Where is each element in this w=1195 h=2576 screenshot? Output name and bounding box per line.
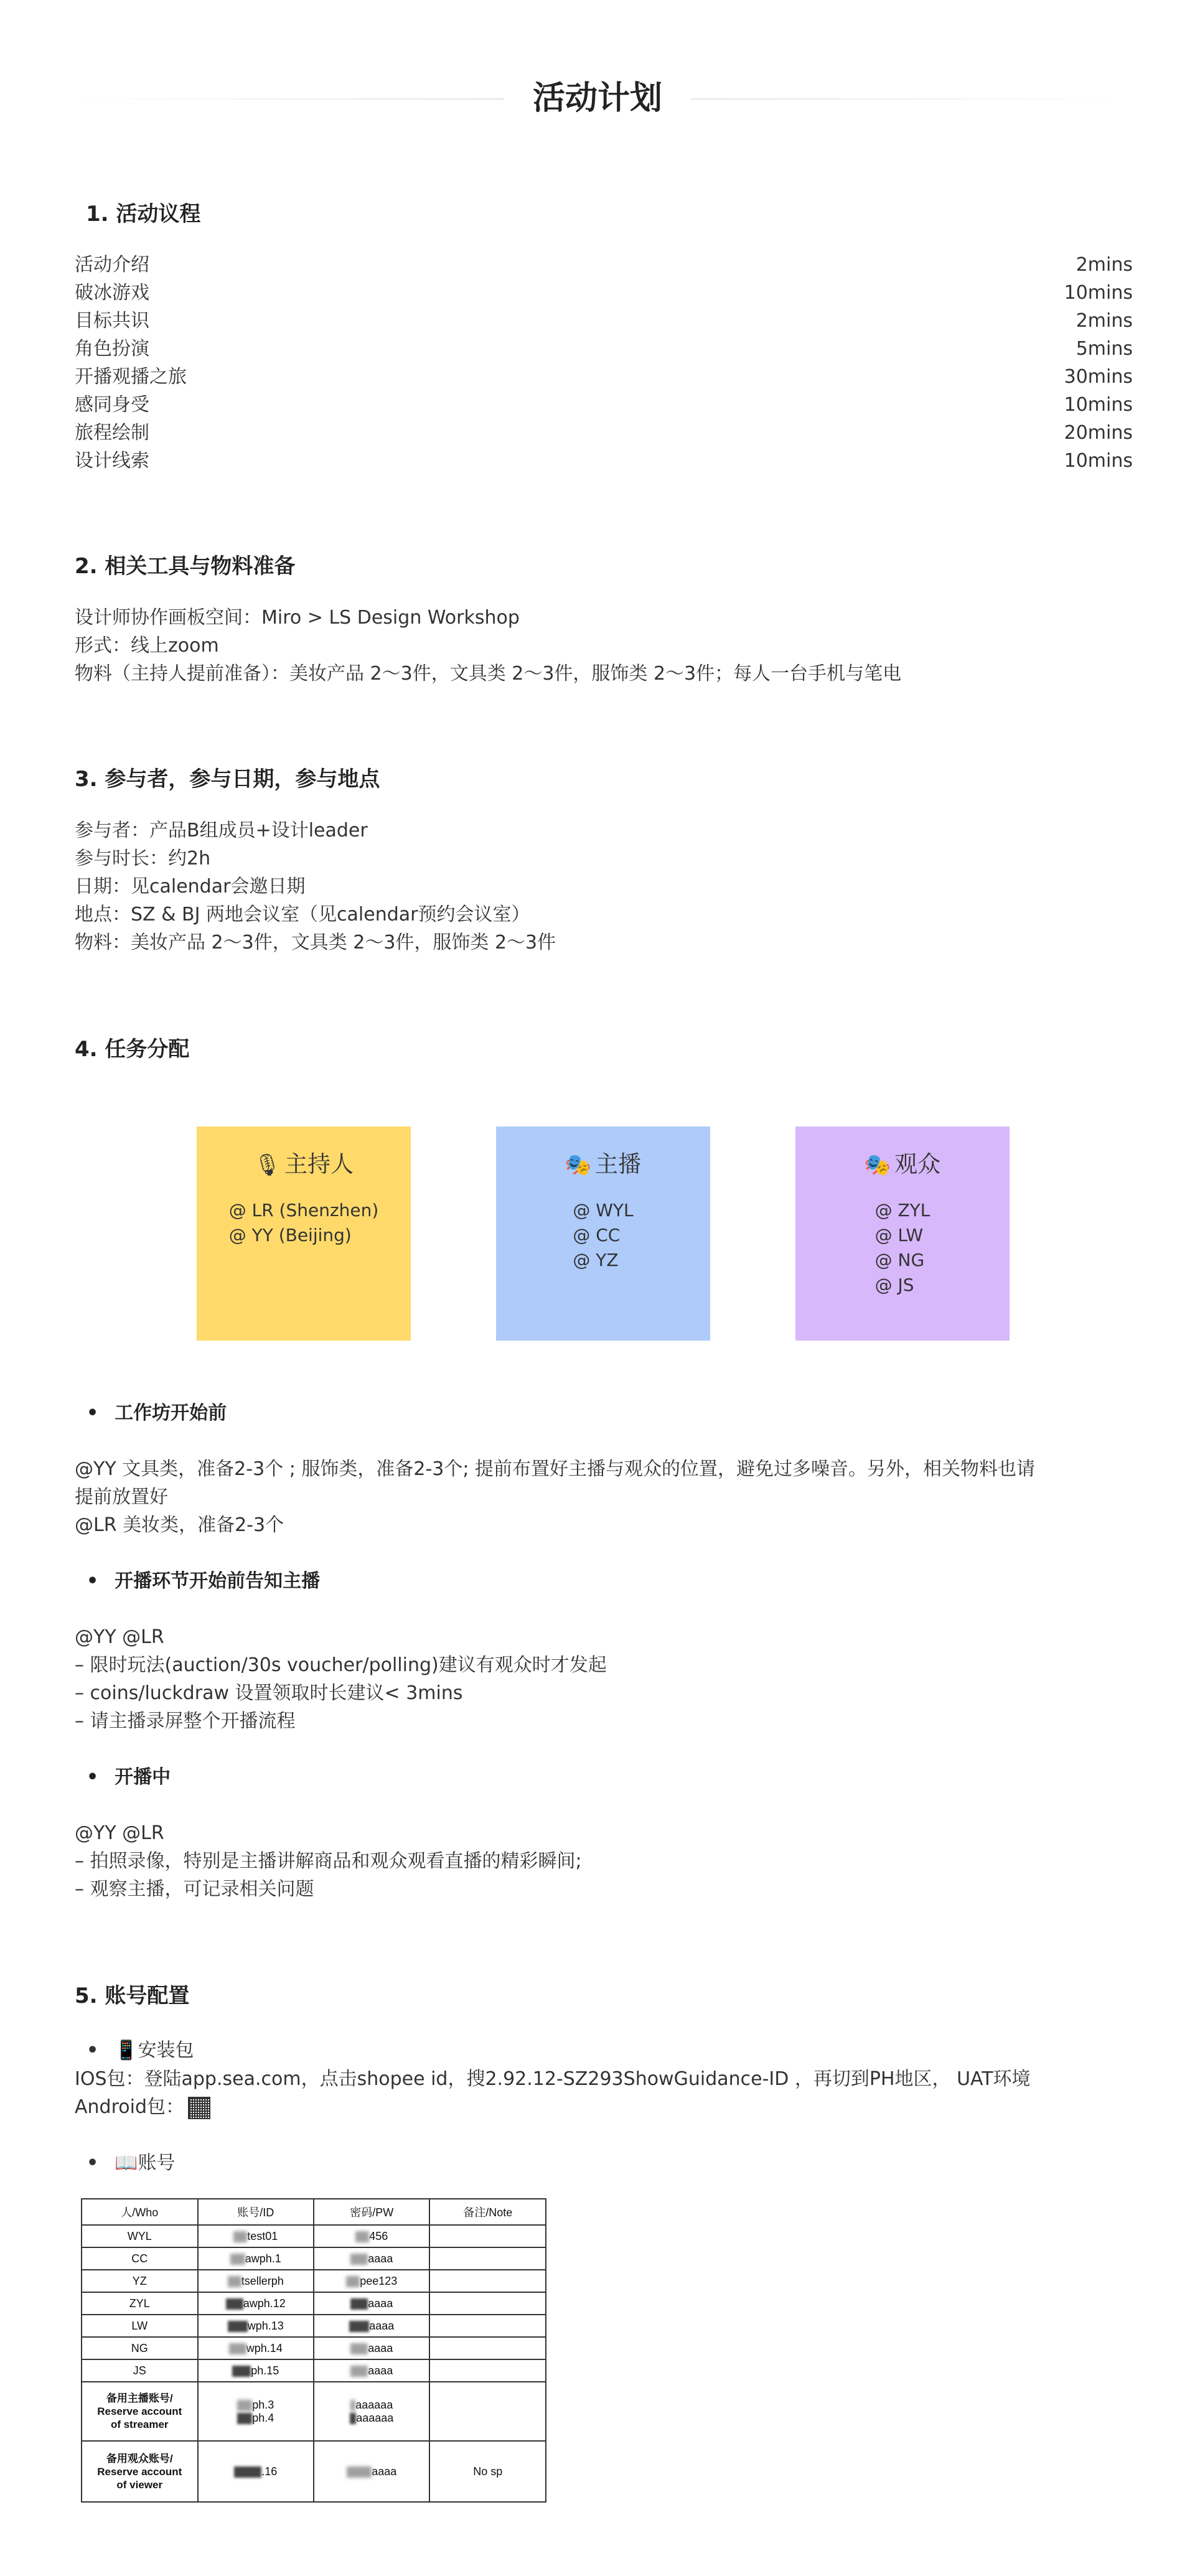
redacted-mark [346, 2276, 360, 2287]
bullet-install-package: • 📱安装包 [87, 2036, 194, 2064]
id-text: ph.15 [251, 2364, 279, 2377]
reserve-viewer-label [82, 2441, 198, 2502]
member-item: @ JS [874, 1275, 914, 1295]
theater-masks-icon: 🎭 [864, 1153, 891, 1178]
redacted-mark [349, 2321, 369, 2332]
note-cell [429, 2292, 546, 2315]
id-text: awph.1 [245, 2252, 281, 2265]
role-members [875, 1198, 930, 1298]
id-cell [198, 2270, 314, 2292]
table-header-row [82, 2199, 546, 2225]
redacted-mark [228, 2276, 241, 2287]
agenda-time: 10mins [1064, 450, 1133, 472]
section4-heading: 4. 任务分配 [75, 1037, 190, 1062]
id-cell [198, 2337, 314, 2359]
redacted-mark [232, 2366, 251, 2377]
table-row [82, 2225, 546, 2247]
who-cell: NG [82, 2337, 198, 2359]
agenda-time: 10mins [1064, 282, 1133, 304]
redacted-mark [347, 2466, 372, 2478]
during-line: @YY @LR [75, 1822, 164, 1844]
pw-cell [314, 2382, 429, 2441]
member-item: @ CC [573, 1225, 621, 1245]
pw-line [317, 2412, 426, 2425]
redacted-mark [233, 2231, 247, 2242]
redacted-mark [230, 2254, 245, 2265]
microphone-icon: 🎙 [253, 1153, 281, 1178]
agenda-item: 角色扮演 [75, 338, 149, 360]
id-text: wph.14 [246, 2341, 283, 2354]
redacted-mark [350, 2298, 368, 2310]
table-row [82, 2292, 546, 2315]
location-line: 地点：SZ & BJ 两地会议室（见calendar预约会议室） [75, 904, 530, 925]
label-line: 备用主播账号/ [106, 2392, 173, 2404]
pw-line [317, 2399, 426, 2412]
pw-cell [314, 2225, 429, 2247]
redacted-mark [350, 2343, 368, 2354]
id-text: ph.4 [252, 2411, 274, 2424]
notify-line: – 限时玩法(auction/30s voucher/polling)建议有观众时才发起 [75, 1654, 607, 1676]
redacted-mark [237, 2413, 252, 2424]
agenda-item: 设计线索 [75, 450, 149, 472]
agenda-item: 目标共识 [75, 310, 149, 332]
theater-masks-icon: 🎭 [565, 1153, 592, 1178]
role-card-title [496, 1149, 710, 1181]
redacted-mark [229, 2343, 246, 2354]
agenda-time: 20mins [1064, 422, 1133, 444]
id-text: tsellerph [241, 2274, 284, 2287]
agenda-row [75, 391, 1133, 419]
pw-cell [314, 2270, 429, 2292]
agenda-row [75, 251, 1133, 279]
label-line: Reserve account [97, 2465, 182, 2478]
pw-cell [314, 2359, 429, 2382]
role-title-text: 观众 [894, 1151, 941, 1178]
before-workshop-line: @LR 美妆类，准备2-3个 [75, 1514, 284, 1536]
pw-cell [314, 2337, 429, 2359]
android-line [75, 2093, 210, 2121]
agenda-time: 30mins [1064, 366, 1133, 388]
table-row [82, 2247, 546, 2270]
ios-line: IOS包：登陆app.sea.com，点击shopee id，搜2.92.12-SZ293ShowGuidance-ID ，再切到PH地区， UAT环境 [75, 2068, 1031, 2090]
materials-line: 物料（主持人提前准备）：美妆产品 2～3件，文具类 2～3件，服饰类 2～3件；每人一台手机与笔电 [75, 663, 902, 685]
role-card-title [795, 1149, 1010, 1181]
redacted-mark [228, 2321, 248, 2332]
column-header: 人/Who [82, 2199, 198, 2225]
who-cell: WYL [82, 2225, 198, 2247]
title-row [75, 73, 1120, 123]
date-line: 日期：见calendar会邀日期 [75, 876, 306, 897]
agenda-item: 活动介绍 [75, 254, 149, 276]
agenda-row [75, 335, 1133, 363]
who-cell: ZYL [82, 2292, 198, 2315]
member-item: @ WYL [573, 1200, 634, 1220]
member-item: @ YY (Beijing) [228, 1225, 352, 1245]
column-header: 账号/ID [198, 2199, 314, 2225]
agenda-item: 感同身受 [75, 394, 149, 416]
label-line: of streamer [110, 2419, 169, 2430]
section1-heading: 1. 活动议程 [86, 202, 201, 227]
table-row [82, 2315, 546, 2337]
redacted-mark [350, 2400, 355, 2411]
table-row [82, 2441, 546, 2502]
table-row [82, 2270, 546, 2292]
who-cell: LW [82, 2315, 198, 2337]
during-line: – 观察主播，可记录相关问题 [75, 1878, 314, 1900]
role-cards [0, 1126, 1195, 1341]
redacted-mark [350, 2254, 368, 2265]
role-card-audience [795, 1126, 1010, 1341]
workspace-line: 设计师协作画板空间：Miro > LS Design Workshop [75, 607, 520, 629]
redacted-mark [355, 2231, 369, 2242]
column-header: 密码/PW [314, 2199, 429, 2225]
format-line: 形式：线上zoom [75, 635, 219, 657]
pw-cell [314, 2441, 429, 2502]
pw-text: aaaa [372, 2465, 397, 2478]
agenda-item: 破冰游戏 [75, 282, 149, 304]
android-label: Android包： [75, 2096, 184, 2118]
member-item: @ NG [874, 1250, 925, 1270]
note-cell [429, 2247, 546, 2270]
id-cell [198, 2225, 314, 2247]
pw-text: 456 [369, 2229, 388, 2242]
note-cell [429, 2359, 546, 2382]
role-title-text: 主持人 [284, 1151, 354, 1178]
member-item: @ YZ [573, 1250, 619, 1270]
pw-cell [314, 2292, 429, 2315]
redacted-mark [226, 2298, 243, 2310]
id-cell [198, 2247, 314, 2270]
duration-line: 参与时长：约2h [75, 848, 211, 869]
agenda-row [75, 447, 1133, 475]
agenda-time: 10mins [1064, 394, 1133, 416]
member-item: @ LW [874, 1225, 924, 1245]
role-title-text: 主播 [595, 1151, 642, 1178]
agenda-row [75, 419, 1133, 447]
bullet-notify-streamer: • 开播环节开始前告知主播 [87, 1567, 320, 1595]
note-cell [429, 2382, 546, 2441]
before-workshop-line: 提前放置好 [75, 1486, 168, 1508]
pw-text: aaaaaa [356, 2411, 394, 2424]
id-line [201, 2399, 311, 2412]
redacted-mark [350, 2366, 368, 2377]
bullet-during-stream: • 开播中 [87, 1763, 171, 1791]
id-cell [198, 2292, 314, 2315]
before-workshop-line: @YY 文具类，准备2-3个 ; 服饰类，准备2-3个; 提前布置好主播与观众的位置，避免过多噪音。另外，相关物料也请 [75, 1458, 1036, 1480]
pw-text: aaaa [369, 2319, 395, 2332]
table-row [82, 2359, 546, 2382]
id-text: test01 [247, 2229, 278, 2242]
id-cell [198, 2315, 314, 2337]
participants-line: 参与者：产品B组成员+设计leader [75, 820, 368, 841]
id-text: ph.3 [252, 2398, 274, 2411]
redacted-mark [237, 2400, 252, 2411]
note-cell [429, 2315, 546, 2337]
redacted-mark [234, 2466, 261, 2478]
page-title: 活动计划 [532, 80, 662, 117]
notify-line: – coins/luckdraw 设置领取时长建议< 3mins [75, 1682, 463, 1704]
agenda-item: 旅程绘制 [75, 422, 149, 444]
pw-text: aaaa [368, 2341, 393, 2354]
role-card-title [197, 1149, 411, 1181]
section5-heading: 5. 账号配置 [75, 1984, 190, 2008]
note-cell: No sp [429, 2441, 546, 2502]
section2-heading: 2. 相关工具与物料准备 [75, 554, 296, 579]
agenda-row [75, 279, 1133, 307]
note-cell [429, 2337, 546, 2359]
agenda-item: 开播观播之旅 [75, 366, 187, 388]
note-cell [429, 2270, 546, 2292]
redacted-mark [350, 2413, 356, 2424]
table-row [82, 2337, 546, 2359]
reserve-streamer-label [82, 2382, 198, 2441]
notify-line: @YY @LR [75, 1626, 164, 1648]
who-cell: YZ [82, 2270, 198, 2292]
during-line: – 拍照录像，特别是主播讲解商品和观众观看直播的精彩瞬间; [75, 1850, 582, 1872]
id-cell [198, 2441, 314, 2502]
agenda-time: 2mins [1076, 310, 1133, 332]
pw-text: pee123 [360, 2274, 398, 2287]
pw-text: aaaaaa [355, 2398, 393, 2411]
role-members [573, 1198, 633, 1273]
pw-cell [314, 2315, 429, 2337]
agenda-time: 2mins [1076, 254, 1133, 276]
qr-code-icon[interactable] [188, 2097, 210, 2119]
id-line [201, 2412, 311, 2425]
member-item: @ ZYL [874, 1200, 930, 1220]
agenda-time: 5mins [1076, 338, 1133, 360]
bullet-before-workshop: • 工作坊开始前 [87, 1399, 227, 1427]
id-text: wph.13 [247, 2319, 284, 2332]
role-members [229, 1198, 379, 1248]
label-line: of viewer [116, 2478, 163, 2491]
id-text: .16 [261, 2465, 278, 2478]
bullet-accounts: • 📖账号 [87, 2149, 176, 2177]
role-card-host [197, 1126, 411, 1341]
label-line: 备用观众账号/ [106, 2452, 173, 2465]
who-cell: JS [82, 2359, 198, 2382]
id-cell [198, 2359, 314, 2382]
role-card-streamer [496, 1126, 710, 1341]
id-cell [198, 2382, 314, 2441]
agenda-row [75, 307, 1133, 335]
pw-cell [314, 2247, 429, 2270]
note-cell [429, 2225, 546, 2247]
section3-heading: 3. 参与者，参与日期，参与地点 [75, 767, 380, 792]
pw-text: aaaa [368, 2297, 393, 2310]
column-header: 备注/Note [429, 2199, 546, 2225]
who-cell: CC [82, 2247, 198, 2270]
accounts-table [81, 2198, 546, 2503]
label-line: Reserve account [97, 2405, 182, 2417]
id-text: awph.12 [243, 2297, 286, 2310]
notify-line: – 请主播录屏整个开播流程 [75, 1710, 296, 1732]
pw-text: aaaa [368, 2364, 393, 2377]
pw-text: aaaa [368, 2252, 393, 2265]
member-item: @ LR (Shenzhen) [228, 1200, 379, 1220]
agenda-list [75, 251, 1133, 475]
table-row [82, 2382, 546, 2441]
agenda-row [75, 363, 1133, 391]
materials-line: 物料：美妆产品 2～3件，文具类 2～3件，服饰类 2～3件 [75, 932, 556, 953]
